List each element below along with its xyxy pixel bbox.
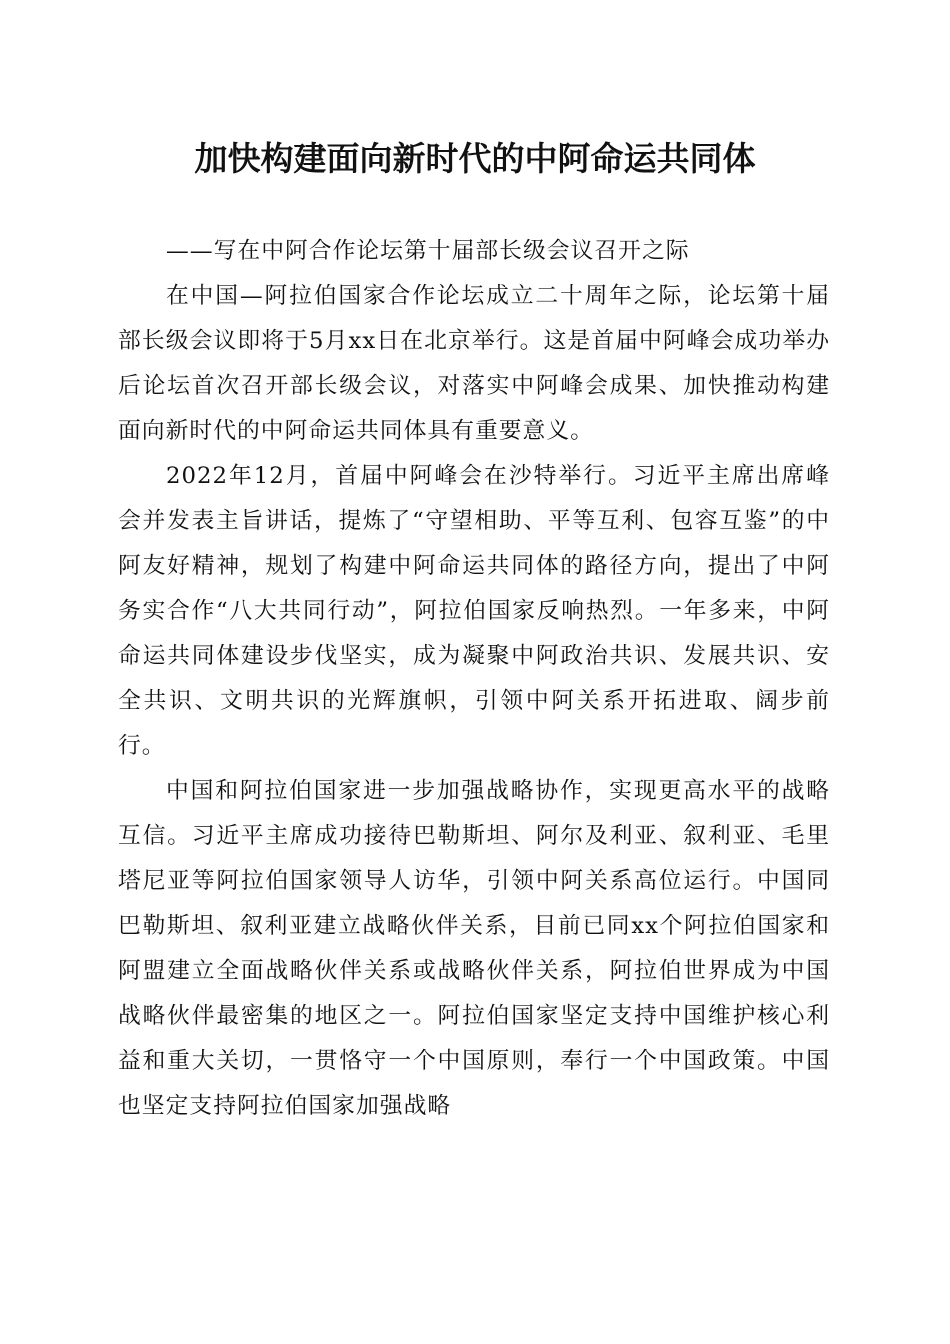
document-body: [118, 229, 830, 1129]
document-subtitle: ——写在中阿合作论坛第十届部长级会议召开之际: [166, 238, 690, 264]
document-title: 加快构建面向新时代的中阿命运共同体: [194, 139, 756, 178]
paragraph-1: 在中国—阿拉伯国家合作论坛成立二十周年之际，论坛第十届部长级会议即将于5月xx日在北京举行。这是首届中阿峰会成功举办后论坛首次召开部长级会议，对落实中阿峰会成果、加快推动构建面向新时代的中阿命运共同体具有重要意义。: [118, 283, 830, 444]
paragraph-2: 2022年12月，首届中阿峰会在沙特举行。习近平主席出席峰会并发表主旨讲话，提炼了“守望相助、平等互利、包容互鉴”的中阿友好精神，规划了构建中阿命运共同体的路径方向，提出了中阿务实合作“八大共同行动”，阿拉伯国家反响热烈。一年多来，中阿命运共同体建设步伐坚实，成为凝聚中阿政治共识、发展共识、安全共识、文明共识的光辉旗帜，引领中阿关系开拓进取、阔步前行。: [118, 463, 830, 759]
paragraph-3: 中国和阿拉伯国家进一步加强战略协作，实现更高水平的战略互信。习近平主席成功接待巴勒斯坦、阿尔及利亚、叙利亚、毛里塔尼亚等阿拉伯国家领导人访华，引领中阿关系高位运行。中国同巴勒斯坦、叙利亚建立战略伙伴关系，目前已同xx个阿拉伯国家和阿盟建立全面战略伙伴关系或战略伙伴关系，阿拉伯世界成为中国战略伙伴最密集的地区之一。阿拉伯国家坚定支持中国维护核心利益和重大关切，一贯恪守一个中国原则，奉行一个中国政策。中国也坚定支持阿拉伯国家加强战略: [118, 778, 830, 1119]
